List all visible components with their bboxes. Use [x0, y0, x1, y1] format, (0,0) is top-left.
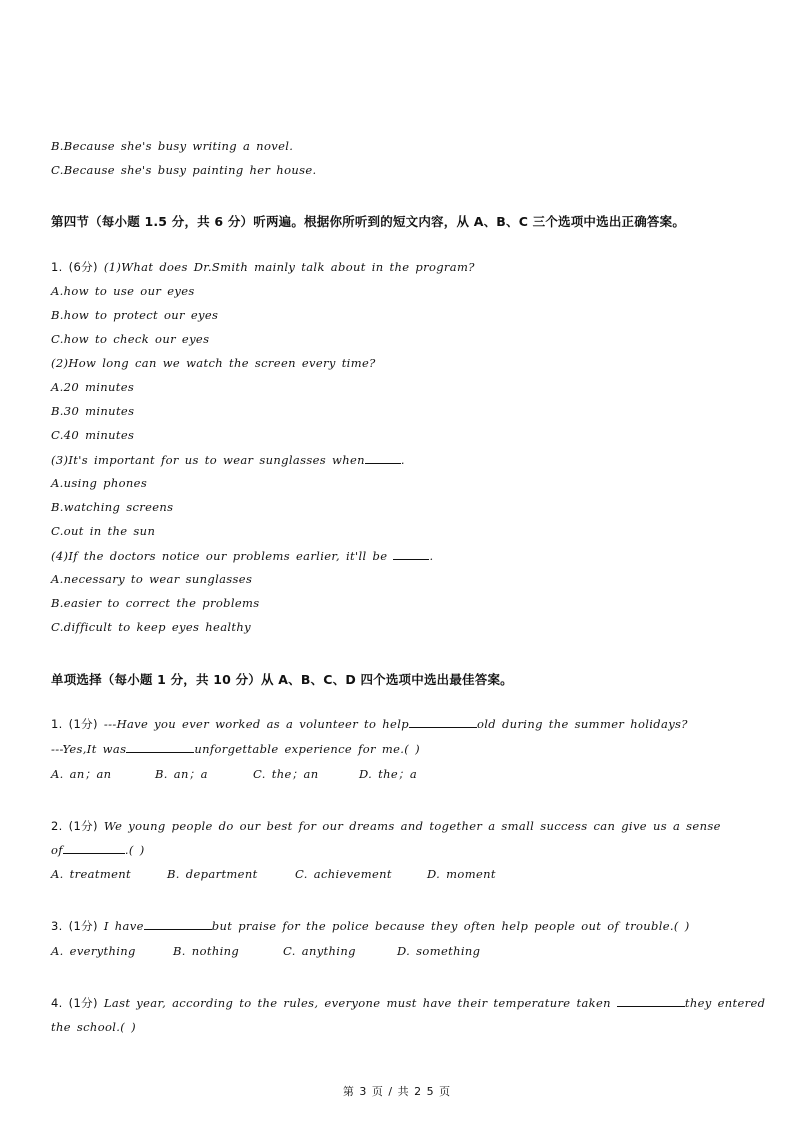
option-c: C. achievement	[295, 867, 392, 881]
mc-q1-line1: 1. (1分) ---Have you ever worked as a volunteer to help old during the summer holidays?	[51, 717, 688, 731]
listening-q1-option-c: C.how to check our eyes	[51, 332, 210, 346]
listening-q1-option-a: A.how to use our eyes	[51, 284, 195, 298]
mc-q2-options	[51, 867, 496, 881]
answer-blank	[144, 918, 212, 930]
listening-q3-option-a: A.using phones	[51, 476, 148, 490]
option-d: D. moment	[427, 867, 496, 881]
option-c: C. the；an	[253, 767, 319, 781]
mc-section-heading: 单项选择（每小题 1 分，共 10 分）从 A、B、C、D 四个选项中选出最佳答案。	[51, 672, 513, 687]
listening-q2-option-b: B.30 minutes	[51, 404, 135, 418]
mc-q1-line2: ---Yes,It was unforgettable experience for me.( )	[51, 742, 420, 756]
listening-q3-option-b: B.watching screens	[51, 500, 174, 514]
mc-q2-line2: of .( )	[51, 843, 145, 857]
option-c-prev: C.Because she's busy painting her house.	[51, 163, 317, 177]
listening-q3-option-c: C.out in the sun	[51, 524, 156, 538]
listening-q4-option-c: C.difficult to keep eyes healthy	[51, 620, 252, 634]
answer-blank	[63, 842, 125, 854]
answer-blank	[393, 548, 429, 560]
question-number: 3. (1分)	[51, 919, 104, 933]
option-a: A. treatment	[51, 867, 131, 881]
listening-q2-option-a: A.20 minutes	[51, 380, 135, 394]
listening-q4-option-a: A.necessary to wear sunglasses	[51, 572, 253, 586]
listening-q1-option-b: B.how to protect our eyes	[51, 308, 219, 322]
option-b: B. nothing	[173, 944, 240, 958]
mc-q4-line1: 4. (1分) Last year, according to the rules, everyone must have their temperature taken they entered	[51, 996, 766, 1010]
question-number: 4. (1分)	[51, 996, 104, 1010]
mc-q1-options	[51, 766, 417, 782]
option-c: C. anything	[283, 944, 356, 958]
listening-q1-stem: 1. (6分) (1)What does Dr.Smith mainly talk about in the program?	[51, 260, 475, 274]
option-b-prev: B.Because she's busy writing a novel.	[51, 139, 294, 153]
answer-blank	[617, 995, 685, 1007]
answer-blank	[126, 741, 194, 753]
listening-q4-stem: (4)If the doctors notice our problems earlier, it'll be .	[51, 549, 434, 563]
option-a: A. an；an	[51, 767, 112, 781]
option-d: D. something	[397, 944, 481, 958]
option-b: B. an；a	[155, 767, 208, 781]
listening-q3-stem: (3)It's important for us to wear sunglasses when .	[51, 453, 405, 467]
mc-q2-line1: 2. (1分) We young people do our best for our dreams and together a small success can give us a sense	[51, 819, 721, 833]
listening-q4-option-b: B.easier to correct the problems	[51, 596, 260, 610]
question-number: 1. (6分)	[51, 260, 104, 274]
section4-heading: 第四节（每小题 1.5 分，共 6 分）听两遍。根据你所听到的短文内容，从 A、B、C 三个选项中选出正确答案。	[51, 214, 686, 229]
mc-q4-line2: the school.( )	[51, 1020, 136, 1034]
question-number: 2. (1分)	[51, 819, 104, 833]
listening-q2-stem: (2)How long can we watch the screen every time?	[51, 356, 376, 370]
mc-q3-line1: 3. (1分) I have but praise for the police because they often help people out of trouble.( )	[51, 919, 690, 933]
page-footer: 第 3 页 / 共 2 5 页	[342, 1085, 452, 1098]
listening-q2-option-c: C.40 minutes	[51, 428, 135, 442]
option-d: D. the；a	[359, 767, 418, 781]
option-b: B. department	[167, 867, 258, 881]
answer-blank	[409, 716, 477, 728]
answer-blank	[365, 452, 401, 464]
mc-q3-options	[51, 944, 480, 958]
question-number: 1. (1分)	[51, 717, 104, 731]
option-a: A. everything	[51, 944, 136, 958]
